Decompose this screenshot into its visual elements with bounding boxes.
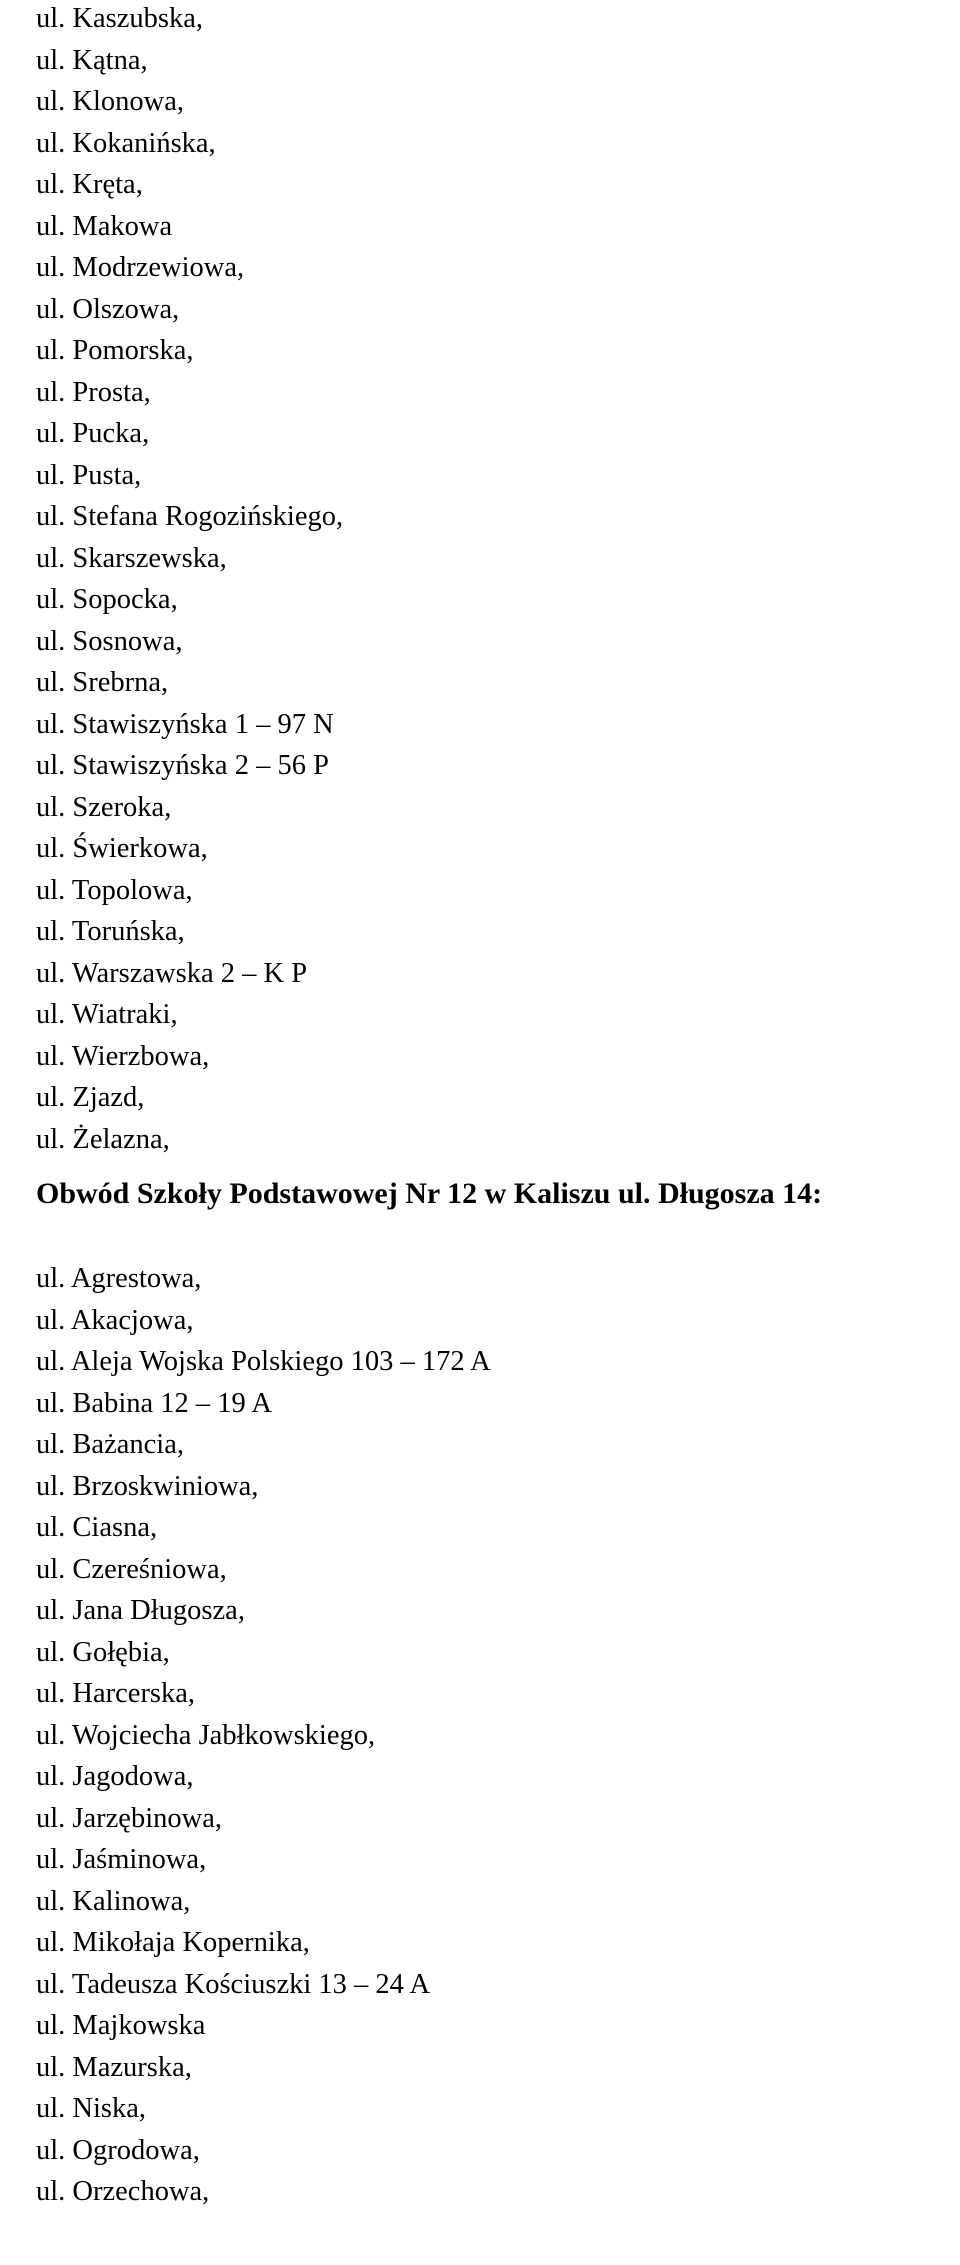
street-list-item: ul. Czereśniowa, (36, 1553, 227, 1585)
street-list-item: ul. Warszawska 2 – K P (36, 957, 308, 989)
street-list-item: ul. Akacjowa, (36, 1304, 194, 1336)
street-list-item: ul. Niska, (36, 2093, 147, 2124)
street-list-item: ul. Makowa (36, 210, 173, 242)
street-list-item: ul. Topolowa, (36, 874, 193, 906)
street-list-item: ul. Stefana Rogozińskiego, (36, 501, 344, 532)
street-list-item: ul. Wiatraki, (36, 999, 178, 1030)
street-list-item: ul. Brzoskwiniowa, (36, 1470, 259, 1502)
street-list-item: ul. Jaśminowa, (36, 1844, 207, 1875)
street-list-item: ul. Ogrodowa, (36, 2134, 200, 2166)
street-list-item: ul. Aleja Wojska Polskiego 103 – 172 A (36, 1346, 491, 1377)
street-list-item: ul. Stawiszyńska 1 – 97 N (36, 708, 334, 740)
street-list-item: ul. Prosta, (36, 376, 151, 408)
street-list-item: ul. Kaszubska, (36, 3, 204, 34)
street-list-item: ul. Wojciecha Jabłkowskiego, (36, 1719, 376, 1751)
street-list-item: ul. Kalinowa, (36, 1885, 191, 1917)
street-list-item: ul. Tadeusza Kościuszki 13 – 24 A (36, 1968, 431, 2000)
street-list-item: ul. Stawiszyńska 2 – 56 P (36, 750, 329, 781)
street-list-item: ul. Kokanińska, (36, 127, 216, 159)
street-list-item: ul. Jagodowa, (36, 1761, 194, 1792)
street-list-item: ul. Kątna, (36, 44, 148, 76)
school-district-heading: Obwód Szkoły Podstawowej Nr 12 w Kaliszu ul. Długosza 14: (36, 1177, 823, 1210)
street-list-item: ul. Kręta, (36, 169, 143, 200)
street-list-item: ul. Babina 12 – 19 A (36, 1387, 272, 1419)
street-list-item: ul. Pusta, (36, 459, 142, 491)
street-list-item: ul. Zjazd, (36, 1082, 145, 1113)
street-list-item: ul. Jana Długosza, (36, 1595, 245, 1626)
street-list-item: ul. Mazurska, (36, 2051, 192, 2083)
street-list-item: ul. Żelazna, (36, 1123, 170, 1155)
street-list-section-2 (36, 1258, 491, 2213)
street-list-item: ul. Orzechowa, (36, 2176, 210, 2207)
street-list-item: ul. Sosnowa, (36, 625, 183, 657)
street-list-item: ul. Pomorska, (36, 335, 194, 366)
street-list-item: ul. Sopocka, (36, 584, 178, 615)
street-list-item: ul. Olszowa, (36, 293, 180, 325)
street-list-item: ul. Wierzbowa, (36, 1040, 210, 1072)
street-list-item: ul. Klonowa, (36, 86, 185, 117)
street-list-item: ul. Gołębia, (36, 1636, 170, 1668)
street-list-item: ul. Harcerska, (36, 1678, 196, 1709)
street-list-item: ul. Srebrna, (36, 667, 169, 698)
street-list-item: ul. Świerkowa, (36, 833, 208, 864)
street-list-item: ul. Bażancia, (36, 1429, 184, 1460)
street-list-item: ul. Skarszewska, (36, 542, 227, 574)
street-list-item: ul. Ciasna, (36, 1512, 158, 1543)
street-list-item: ul. Jarzębinowa, (36, 1802, 222, 1834)
street-list-item: ul. Majkowska (36, 2010, 206, 2041)
street-list-item: ul. Toruńska, (36, 916, 185, 947)
street-list-item: ul. Agrestowa, (36, 1263, 202, 1294)
street-list-section-1 (36, 0, 343, 1160)
street-list-item: ul. Szeroka, (36, 791, 172, 823)
street-list-item: ul. Modrzewiowa, (36, 252, 245, 283)
street-list-item: ul. Mikołaja Kopernika, (36, 1927, 310, 1958)
street-list-item: ul. Pucka, (36, 418, 150, 449)
